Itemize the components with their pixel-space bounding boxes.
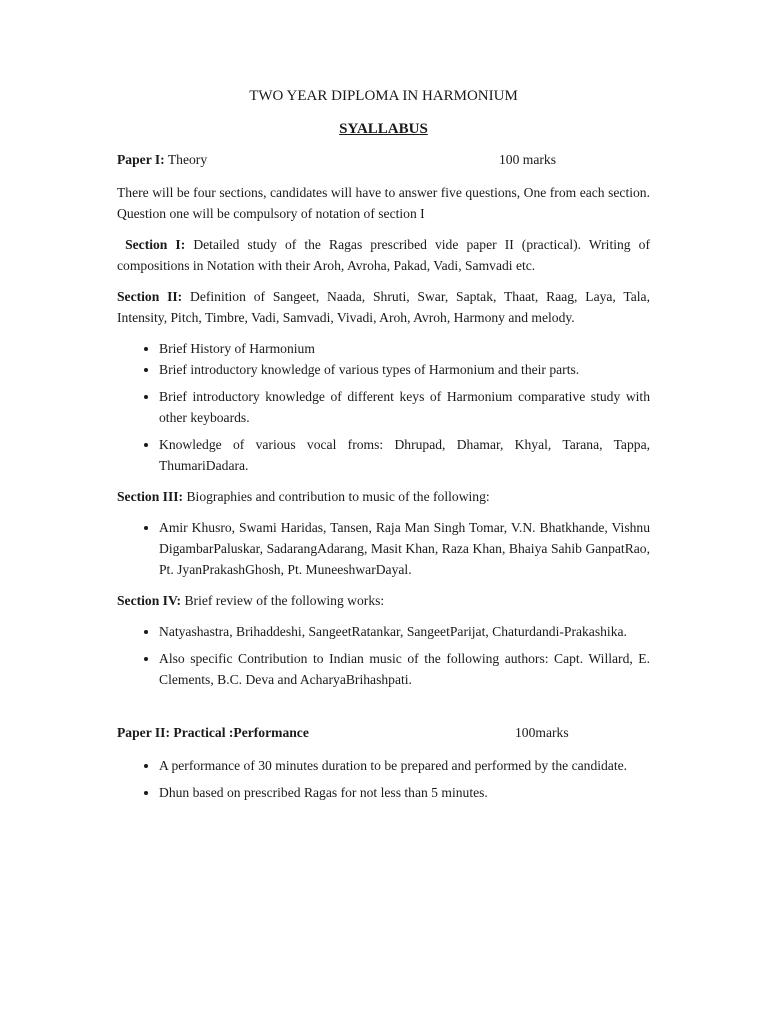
list-item: • Knowledge of various vocal froms: Dhrupad, Dhamar, Khyal, Tarana, Tappa, ThumariDadara. [159,434,650,476]
list-item: • Dhun based on prescribed Ragas for not less than 5 minutes. [159,782,650,803]
paper2-list [117,755,650,803]
section2-label: Section II: [117,289,183,304]
paper2-label: Paper II: Practical :Performance [117,725,309,740]
paper1-label: Paper I: [117,152,165,167]
list-item: • A performance of 30 minutes duration to be prepared and performed by the candidate. [159,755,650,776]
section2-list [117,338,650,476]
section3-list [117,517,650,580]
document-title: TWO YEAR DIPLOMA IN HARMONIUM [249,88,518,104]
paper1-name: Theory [164,152,208,167]
paper2-marks: 100marks [515,725,569,740]
section1-paragraph [117,234,650,276]
document-body [117,86,650,813]
paper1-heading [117,149,650,170]
paper2-heading [117,722,650,743]
paper1-intro: There will be four sections, candidates will have to answer five questions, One from each section. Question one will be compulsory of notation of section I [117,185,650,221]
section1-text: Detailed study of the Ragas prescribed vide paper II (practical). Writing of compositions in Notation with their Aroh, Avroha, Pakad, Vadi, Samvadi etc. [117,237,650,273]
document-subtitle: SYALLABUS [339,121,428,137]
list-item: • Amir Khusro, Swami Haridas, Tansen, Raja Man Singh Tomar, V.N. Bhatkhande, Vishnu DigambarPaluskar, SadarangAdarang, Masit Khan, Raza Khan, Bhaiya Sahib GanpatRao, Pt. JyanPrakashGhosh, Pt. MuneeshwarDayal. [159,517,650,580]
list-item: • Brief introductory knowledge of different keys of Harmonium comparative study with other keyboards. [159,386,650,428]
section2-paragraph [117,286,650,328]
section2-text: Definition of Sangeet, Naada, Shruti, Swar, Saptak, Thaat, Raag, Laya, Tala, Intensity, Pitch, Timbre, Vadi, Samvadi, Vivadi, Aroh, Avroh, Harmony and melody. [117,289,650,325]
section3-label: Section III: [117,489,184,504]
section3-paragraph [117,486,650,507]
spacer [117,700,650,722]
section4-text: Brief review of the following works: [181,593,385,608]
section3-text: Biographies and contribution to music of the following: [183,489,490,504]
paper1-marks: 100 marks [499,152,557,167]
list-item: • Brief introductory knowledge of various types of Harmonium and their parts. [159,359,650,380]
list-item: • Also specific Contribution to Indian music of the following authors: Capt. Willard, E. Clements, B.C. Deva and AcharyaBrihashpati. [159,648,650,690]
section4-paragraph [117,590,650,611]
list-item: • Natyashastra, Brihaddeshi, SangeetRatankar, SangeetParijat, Chaturdandi-Prakashika. [159,621,650,642]
list-item: • Brief History of Harmonium [159,338,650,359]
section4-label: Section IV: [117,593,182,608]
section1-label: Section I: [125,237,186,252]
section4-list [117,621,650,690]
